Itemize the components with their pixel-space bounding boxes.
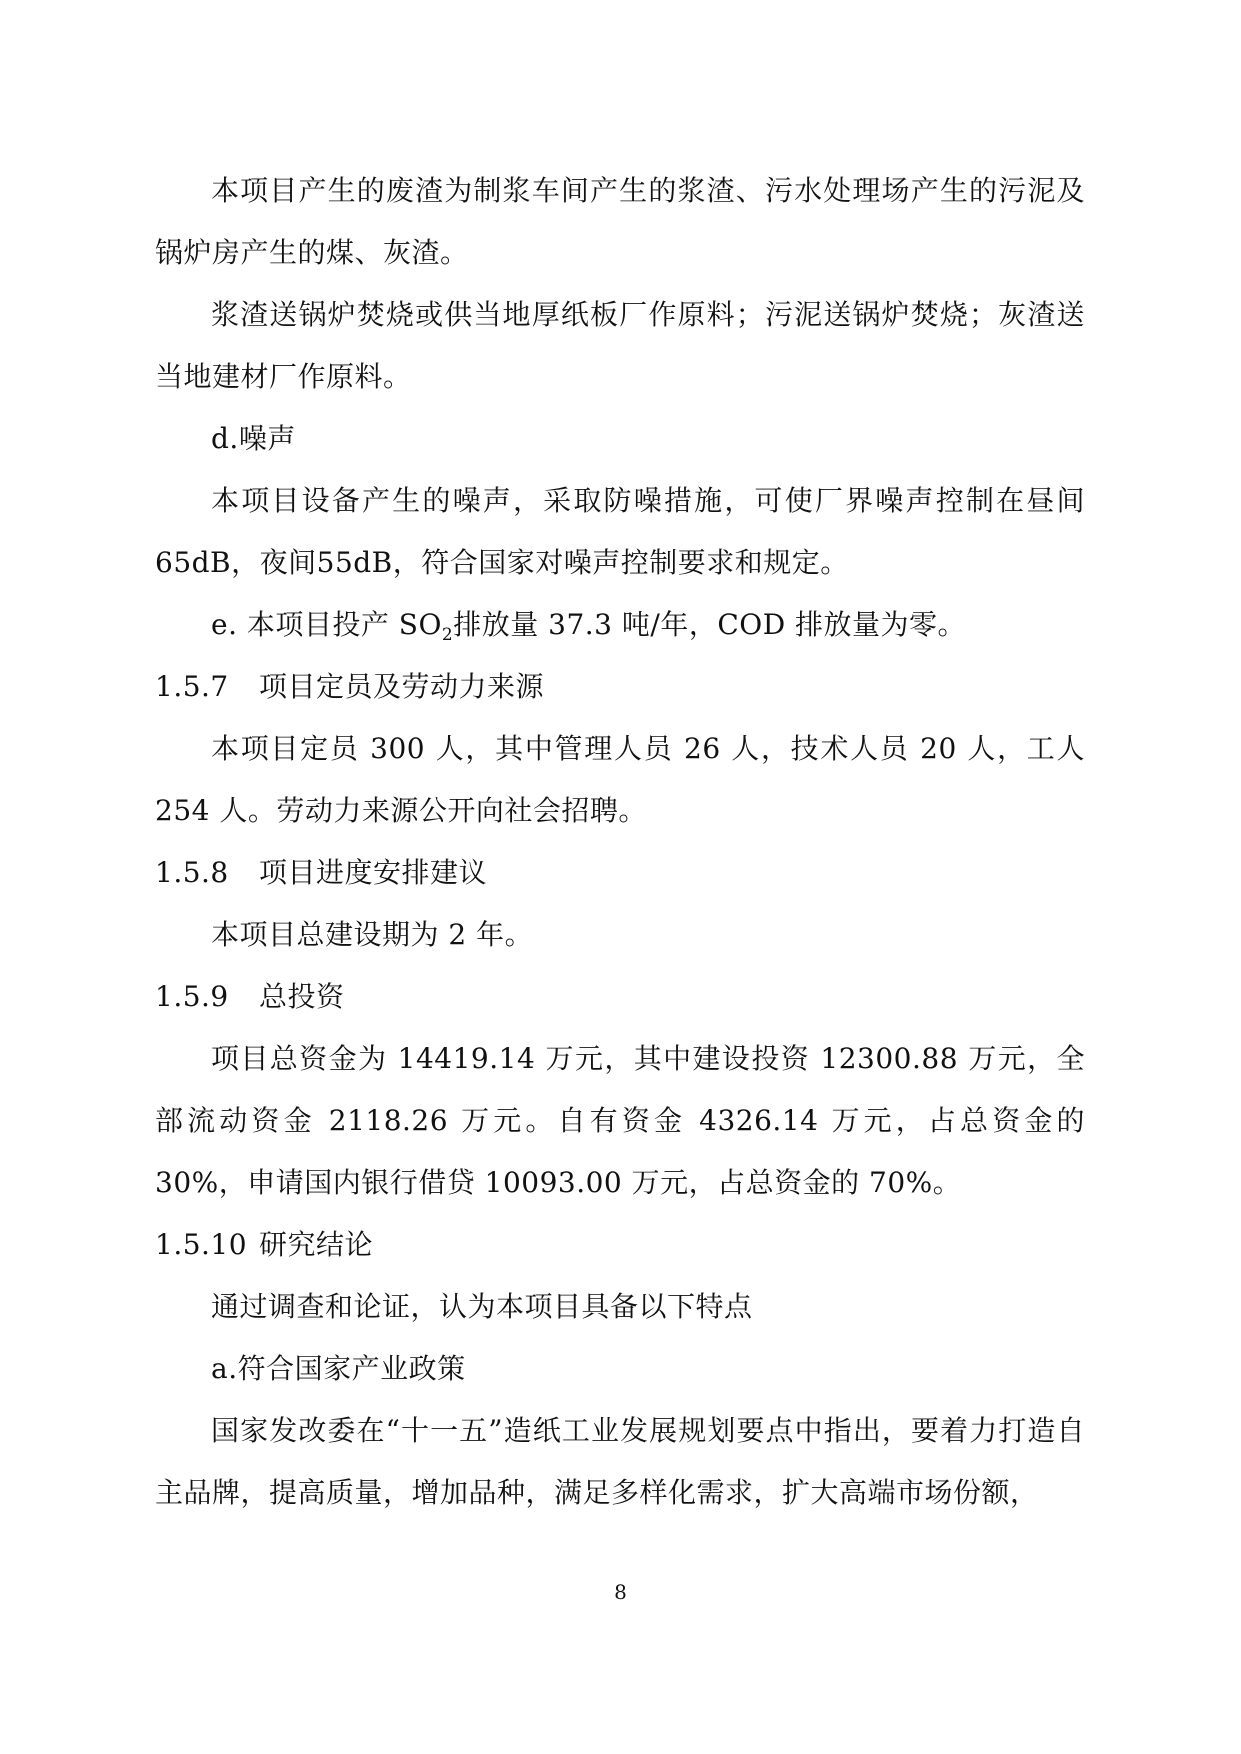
page-content bbox=[155, 160, 1085, 1524]
section-heading-1-5-7 bbox=[155, 656, 1085, 718]
section-heading-1-5-8 bbox=[155, 842, 1085, 904]
waste-disposal-paragraph: 浆渣送锅炉焚烧或供当地厚纸板厂作原料；污泥送锅炉焚烧；灰渣送当地建材厂作原料。 bbox=[155, 298, 1085, 393]
section-number: 1.5.7 bbox=[155, 670, 229, 703]
schedule-paragraph: 本项目总建设期为 2 年。 bbox=[211, 918, 534, 951]
section-heading-1-5-10 bbox=[155, 1214, 1085, 1276]
policy-subheading: a.符合国家产业政策 bbox=[211, 1352, 466, 1385]
section-title: 项目定员及劳动力来源 bbox=[259, 670, 545, 703]
section-number: 1.5.10 bbox=[155, 1228, 248, 1261]
conclusion-intro-paragraph: 通过调查和论证，认为本项目具备以下特点 bbox=[211, 1290, 753, 1323]
waste-residue-paragraph: 本项目产生的废渣为制浆车间产生的浆渣、污水处理场产生的污泥及锅炉房产生的煤、灰渣。 bbox=[155, 174, 1085, 269]
section-number: 1.5.8 bbox=[155, 856, 229, 889]
noise-paragraph: 本项目设备产生的噪声，采取防噪措施，可使厂界噪声控制在昼间65dB，夜间55dB，符合国家对噪声控制要求和规定。 bbox=[155, 484, 1085, 579]
emission-paragraph bbox=[155, 594, 1085, 656]
investment-paragraph: 项目总资金为 14419.14 万元，其中建设投资 12300.88 万元，全部流动资金 2118.26 万元。自有资金 4326.14 万元，占总资金的 30%，申请国内银行借贷 10093.00 万元，占总资金的 70%。 bbox=[155, 1042, 1085, 1199]
section-title: 项目进度安排建议 bbox=[259, 856, 488, 889]
policy-paragraph: 国家发改委在“十一五”造纸工业发展规划要点中指出，要着力打造自主品牌，提高质量，增加品种，满足多样化需求，扩大高端市场份额， bbox=[155, 1414, 1085, 1509]
section-heading-1-5-9 bbox=[155, 966, 1085, 1028]
section-title: 研究结论 bbox=[259, 1228, 374, 1261]
emission-prefix: e. 本项目投产 SO bbox=[211, 608, 442, 641]
section-number: 1.5.9 bbox=[155, 980, 229, 1013]
page-number: 8 bbox=[614, 1580, 627, 1604]
section-title: 总投资 bbox=[259, 980, 345, 1013]
emission-suffix: 排放量 37.3 吨/年，COD 排放量为零。 bbox=[453, 608, 967, 641]
staffing-paragraph: 本项目定员 300 人，其中管理人员 26 人，技术人员 20 人，工人 254 人。劳动力来源公开向社会招聘。 bbox=[155, 732, 1085, 827]
so2-subscript: 2 bbox=[441, 625, 454, 645]
noise-subheading: d.噪声 bbox=[211, 422, 296, 455]
